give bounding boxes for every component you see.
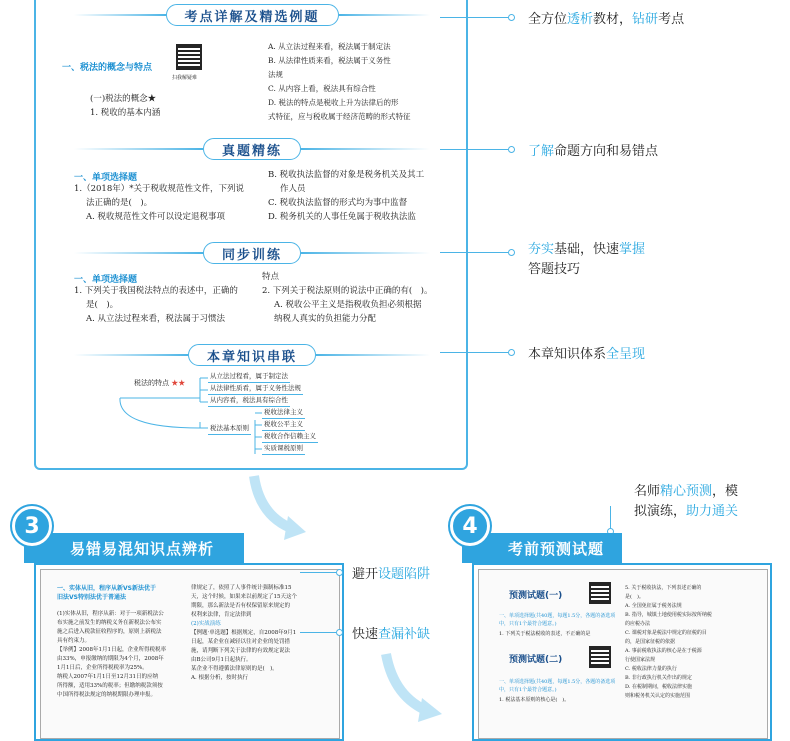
text: ，模 — [712, 484, 739, 499]
arrow-down-icon — [380, 650, 450, 730]
callout-dot — [508, 14, 515, 21]
text: 全方位 — [528, 12, 568, 27]
text-line: C. 课税对象是税法中规定的征税的目 — [625, 630, 707, 636]
text-line: 布实施之前发生的纳税义务在新税法公布实 — [57, 620, 162, 626]
callout-text — [528, 8, 684, 27]
callout-text — [352, 623, 430, 642]
qr-label: 扫我解疑难 — [172, 75, 198, 81]
callout-dot — [336, 629, 343, 636]
text: 拟演练， — [634, 504, 687, 519]
question-block — [74, 182, 254, 224]
qr-code-icon[interactable] — [176, 44, 202, 70]
highlight: 钻研 — [632, 12, 659, 27]
text: 考点 — [658, 12, 685, 27]
text: 名师 — [634, 484, 661, 499]
text-line: 5. 关于税收执法，下列表述正确的 — [625, 585, 702, 591]
text-line: 的，是国家征税的依据 — [625, 639, 676, 645]
option-line: A. 从立法过程来看，税法属于制定法 — [268, 42, 391, 51]
option-line: 法规 — [268, 70, 283, 79]
question-line: 1.（2018年）*关于税收规范性文件，下列说 — [74, 184, 244, 194]
section-title: 一、单项选择题 — [74, 173, 138, 183]
text-line: 中国所得税法规定的纳税期限办理申报。 — [57, 692, 157, 698]
callout-line — [440, 149, 508, 150]
mock-instructions: 一、单项选择题(共40题，每题1.5分，各题的备选项中，只有1个最符合题意。) — [499, 613, 616, 627]
text-line: 施，请判断下列关于法律的有效规定说法 — [191, 648, 291, 654]
text: 命题方向和易错点 — [554, 144, 659, 159]
banner-real-exams — [74, 138, 430, 160]
option-line: 作人员 — [280, 184, 306, 194]
highlight: 设题陷阱 — [378, 567, 431, 582]
option-line: C. 从内容上看，税法具有综合性 — [268, 84, 376, 93]
text-line: 由B公司9月1日起执行。 — [191, 657, 252, 663]
arrow-down-icon — [240, 470, 310, 550]
banner-practice — [74, 242, 430, 264]
text: 本章知识体系 — [528, 347, 607, 362]
text-line: 期限，那么新法是否有权保留原来规定的 — [191, 603, 291, 609]
callout-text — [528, 343, 645, 362]
option-line: D. 税法的特点是税收上升为法律后的形 — [268, 98, 399, 107]
text-line: 则和税务机关认定的实施范围 — [625, 693, 691, 699]
text-line: (1)实体从旧，程序从新：对于一项新税法公 — [57, 611, 164, 617]
number-badge: 3 — [12, 506, 52, 546]
banner-title: 同步训练 — [203, 242, 301, 264]
question-line: 1. 下列关于我国税法特点的表述中，正确的 — [74, 286, 238, 296]
highlight: 助力通关 — [686, 504, 739, 519]
text-line: 由33%，申报缴纳的期限为4个月，2008年 — [57, 656, 164, 662]
qr-code-icon[interactable] — [589, 646, 611, 668]
thumb-text-right — [191, 584, 331, 683]
mind-map-node: 税法基本原则 — [208, 422, 251, 435]
option-line: 特点 — [262, 272, 280, 282]
text-line: 律规定了，依照了人事件统计强制标准15 — [191, 585, 292, 591]
mock-title-2: 预测试题(二) — [509, 655, 563, 665]
text-line: (2)实战演练 — [191, 621, 221, 627]
mock-instructions: 一、单项选择题(共40题，每题1.5分，各题的备选项中，只有1个最符合题意。) — [499, 679, 616, 693]
highlight: 查漏补缺 — [378, 627, 431, 642]
callout-dot — [508, 146, 515, 153]
text-line: 【例题·单选题】根据规定，自2008年9月1 — [191, 630, 297, 636]
text: 快速 — [352, 627, 379, 642]
section-title: 一、税法的概念与特点 — [62, 63, 153, 73]
text-line: 某企业不得遵循法律原则的是( )。 — [191, 666, 278, 672]
mind-map-node: 税收法律主义 — [262, 406, 305, 419]
mind-map-node: 从立法过程看，属于制定法 — [208, 370, 290, 383]
tag-confusing-points: 易错易混知识点辨析 — [24, 533, 244, 563]
option-line: B. 从法律性质来看，税法属于义务性 — [268, 56, 391, 65]
option-line: D. 税务机关的人事任免属于税收执法监 — [268, 212, 416, 222]
text-line: A. 事前税收执法的核心是在于税源 — [625, 648, 702, 654]
option-line: C. 税收执法监督的形式均为事中监督 — [268, 198, 408, 208]
banner-title: 本章知识串联 — [188, 344, 316, 366]
text-line: C. 税收法律力量的执行 — [625, 666, 677, 672]
text-line: 具有约束力。 — [57, 638, 91, 644]
question-line: 是( )。 — [86, 300, 119, 310]
mind-map-node: 从法律性质看，属于义务性法规 — [208, 382, 303, 395]
banner-knowledge-map — [74, 344, 430, 366]
text-line: B. 指导，城镇土地使用税实际按所纳税 — [625, 612, 712, 618]
option-line: B. 税收执法监督的对象是税务机关及其工 — [268, 170, 425, 180]
option-line: A. 从立法过程来看，税法属于习惯法 — [86, 314, 226, 324]
page-thumbnail — [40, 569, 340, 739]
thumb-text-left — [57, 610, 177, 700]
option-line: 纳税人真实的负担能力分配 — [274, 314, 377, 324]
page-thumbnail — [478, 569, 768, 739]
mind-map — [90, 368, 330, 468]
mind-map-node: 实质课税原则 — [262, 442, 305, 455]
callout-line — [440, 252, 508, 253]
text-line: 【举例】2008年1月1日起，企业所得税税率 — [57, 647, 166, 653]
text-line: 所得额，适用33%的税率；但缴纳税款须按 — [57, 683, 163, 689]
tag-mock-exams: 考前预测试题 — [462, 533, 622, 563]
callout-line — [300, 572, 336, 573]
options-block — [262, 270, 458, 326]
text-line: 的应税办法 — [625, 621, 651, 627]
thumb-heading: 一、实体从旧，程序从新VS新法优于旧法VS特别法优于普通法 — [57, 585, 156, 601]
text-line: 施之后进入税款征收程序的，原则上新税法 — [57, 629, 162, 635]
mock-options — [625, 584, 763, 701]
question-line: 2. 下列关于税法原则的说法中正确的有( )。 — [262, 286, 433, 296]
star-icon: ★★ — [171, 379, 186, 387]
text-line: 日起，某企业在减轻以往对企业的处罚措 — [191, 639, 291, 645]
text-line: 行使国家法规 — [625, 657, 656, 663]
callout-text — [352, 563, 430, 582]
mind-map-node: 税收公平主义 — [262, 418, 305, 431]
text-line: 纳税人2007年1月1日至12月31日的应纳 — [57, 674, 158, 680]
option-line: A. 税收公平主义是指税收负担必须根据 — [274, 300, 422, 310]
question-block — [74, 284, 254, 326]
highlight: 了解 — [528, 144, 555, 159]
text-line: A. 根据分析，按时执行 — [191, 675, 248, 681]
callout-dot — [508, 349, 515, 356]
root-label: 税法的特点 — [134, 379, 169, 387]
text: 答题技巧 — [528, 262, 581, 277]
section-title: 一、单项选择题 — [74, 275, 138, 285]
text-line: A. 全国免征属于税务法规 — [625, 603, 682, 609]
mock-title-1: 预测试题(一) — [509, 591, 563, 601]
mind-map-root — [134, 378, 185, 388]
text-line: B. 非行政执行机关作出的规定 — [625, 675, 692, 681]
options-block — [268, 168, 458, 224]
panel-mock-exams — [472, 563, 772, 741]
mind-map-node: 从内容看，税法具有综合性 — [208, 394, 290, 407]
mind-map-node: 税收合作信赖主义 — [262, 430, 318, 443]
mock-question: 1. 下列关于税法税收的表述，不正确的是 — [499, 631, 591, 637]
text: 避开 — [352, 567, 379, 582]
highlight: 掌握 — [619, 242, 646, 257]
callout-text — [528, 240, 645, 280]
callout-line — [300, 632, 336, 633]
number-badge: 4 — [450, 506, 490, 546]
highlight: 透析 — [567, 12, 594, 27]
banner-title: 考点详解及精选例题 — [166, 4, 339, 26]
text: 基础，快速 — [554, 242, 620, 257]
option-line: A. 税收规范性文件可以设定退税事项 — [86, 212, 226, 222]
option-line: 式特征，应与税收属于经济范畴的形式特征 — [268, 112, 411, 121]
subsection-title: (一)税法的概念★ — [90, 94, 157, 104]
text: 教材， — [593, 12, 633, 27]
callout-line — [440, 352, 508, 353]
callout-line — [440, 17, 508, 18]
banner-title: 真题精练 — [203, 138, 301, 160]
highlight: 精心预测 — [660, 484, 713, 499]
mock-question: 1. 税法基本原则的核心是( )。 — [499, 697, 570, 703]
question-line: 法正确的是( )。 — [86, 198, 153, 208]
text-line: 1月1日后，企业所得税税率为25%。 — [57, 665, 148, 671]
banner-exam-points — [74, 4, 430, 26]
callout-text — [634, 482, 738, 522]
highlight: 夯实 — [528, 242, 555, 257]
section1-options — [268, 40, 438, 124]
text-line: D. 在税制期间，税收法律实施 — [625, 684, 693, 690]
text-line: 是( )。 — [625, 594, 644, 600]
subsection-line: 1. 税收的基本内涵 — [90, 108, 161, 118]
callout-dot — [508, 249, 515, 256]
text-line: 天，这个时候，如果来以前规定了15天这个 — [191, 594, 297, 600]
qr-code-icon[interactable] — [589, 582, 611, 604]
text-line: 权利来法律，肯定法律到 — [191, 612, 252, 618]
callout-dot — [336, 569, 343, 576]
highlight: 全呈现 — [606, 347, 646, 362]
panel-confusing-points — [34, 563, 344, 741]
callout-text — [528, 140, 658, 159]
